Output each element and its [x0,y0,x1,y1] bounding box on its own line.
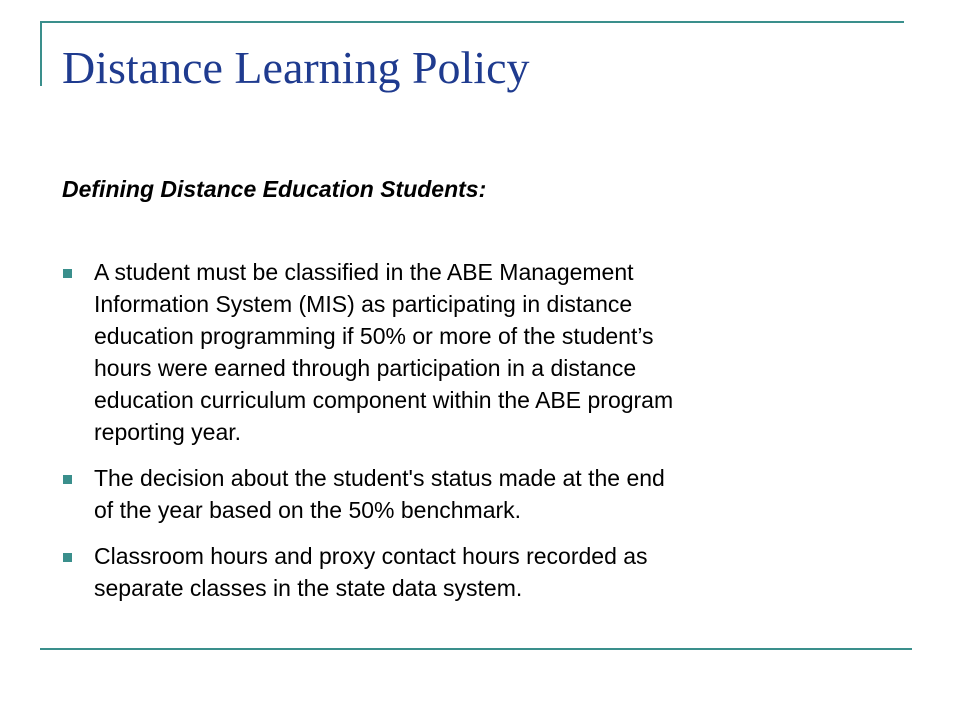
bullet-3-line-2: separate classes in the state data system. [94,575,523,601]
bullet-3-line-1: Classroom hours and proxy contact hours recorded as [94,543,648,569]
slide-subtitle: Defining Distance Education Students: [62,176,487,202]
bullet-1-line-6: reporting year. [94,419,242,445]
bullet-1-line-2: Information System (MIS) as participating in distance [94,291,633,317]
square-bullet-icon [63,553,72,562]
bullet-1-line-1: A student must be classified in the ABE Management [94,259,634,285]
bullet-item-2 [62,462,912,526]
square-bullet-icon [63,269,72,278]
bullet-1-line-4: hours were earned through participation in a distance [94,355,637,381]
bullet-item-3 [62,540,912,604]
bullet-1-line-5: education curriculum component within the ABE program [94,387,674,413]
left-rule [40,21,42,86]
top-rule [40,21,904,23]
bullet-item-1 [62,256,912,448]
bullet-1-line-3: education programming if 50% or more of the student’s [94,323,654,349]
bullet-2-line-2: of the year based on the 50% benchmark. [94,497,522,523]
bullet-2-line-1: The decision about the student's status made at the end [94,465,665,491]
square-bullet-icon [63,475,72,484]
bullet-list [62,256,912,604]
slide-title: Distance Learning Policy [62,42,530,93]
bottom-rule [40,648,912,650]
